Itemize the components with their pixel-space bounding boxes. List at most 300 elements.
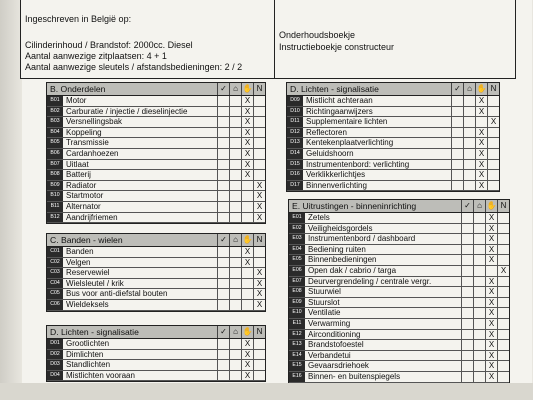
check-columns [461, 287, 509, 297]
check-columns [461, 372, 509, 382]
item-label: Stuurslot [308, 297, 340, 307]
checklist-row [289, 245, 509, 256]
check-mark [451, 181, 463, 191]
hand-icon: ✋ [242, 327, 253, 336]
check-mark [217, 96, 229, 106]
checklist-row [47, 350, 265, 361]
checklist-row [47, 371, 265, 382]
check-columns [217, 96, 265, 106]
check-mark [217, 213, 229, 223]
item-code: D15 [287, 160, 303, 170]
section-title: D. Lichten - signalisatie [50, 327, 139, 337]
n-column-label: N [253, 234, 265, 246]
check-mark: X [485, 308, 497, 318]
checklist-row [47, 247, 265, 258]
check-mark [473, 224, 485, 234]
check-mark [229, 339, 241, 349]
check-mark [217, 191, 229, 201]
item-code: E01 [289, 213, 305, 223]
check-columns [451, 96, 499, 106]
check-columns [451, 160, 499, 170]
check-mark [463, 170, 475, 180]
item-label: Reservewiel [66, 268, 110, 278]
item-code: C01 [47, 247, 63, 257]
checklist-row [287, 160, 499, 171]
item-code: D17 [287, 181, 303, 191]
check-mark [229, 279, 241, 289]
ok-icon: ✓ [217, 83, 229, 95]
item-label: Carburatie / injectie / dieselinjectie [66, 106, 188, 116]
check-mark [487, 170, 499, 180]
check-columns [461, 266, 509, 276]
check-mark [473, 308, 485, 318]
check-columns [461, 255, 509, 265]
check-columns [217, 149, 265, 159]
ok-icon: ✓ [451, 83, 463, 95]
check-mark: X [485, 245, 497, 255]
check-mark [217, 289, 229, 299]
check-mark [473, 213, 485, 223]
check-mark [473, 287, 485, 297]
checklist-row [289, 340, 509, 351]
section-header [47, 326, 265, 339]
check-mark [461, 266, 473, 276]
check-mark [229, 128, 241, 138]
check-mark: X [485, 298, 497, 308]
item-label: Binnenbedieningen [308, 255, 377, 265]
ok-icon: ✓ [217, 326, 229, 338]
item-code: E11 [289, 319, 305, 329]
check-mark [217, 350, 229, 360]
checklist-row [47, 128, 265, 139]
check-mark [463, 128, 475, 138]
check-mark [229, 360, 241, 370]
column-headers [217, 326, 265, 338]
check-mark [451, 107, 463, 117]
check-columns [217, 350, 265, 360]
check-mark [241, 213, 253, 223]
item-label: Verbandetui [308, 350, 351, 360]
home-icon: ⌂ [229, 326, 241, 338]
check-mark: X [241, 138, 253, 148]
item-label: Bus voor anti-diefstal bouten [66, 289, 168, 299]
checklist-row [287, 107, 499, 118]
checklist-row [287, 128, 499, 139]
checklist-row [289, 277, 509, 288]
check-mark [241, 279, 253, 289]
check-mark: X [475, 181, 487, 191]
item-code: B06 [47, 149, 63, 159]
check-mark [217, 181, 229, 191]
check-mark: X [253, 289, 265, 299]
item-code: E05 [289, 255, 305, 265]
column-headers [461, 200, 509, 212]
check-mark [217, 107, 229, 117]
checklist-row [47, 149, 265, 160]
item-code: B07 [47, 160, 63, 170]
check-mark [487, 149, 499, 159]
manual-line: Instructieboekje constructeur [279, 42, 395, 52]
check-mark [497, 319, 509, 329]
check-mark [461, 319, 473, 329]
check-mark [241, 289, 253, 299]
check-mark [473, 372, 485, 382]
check-mark: X [485, 361, 497, 371]
check-mark [229, 247, 241, 257]
item-label: Mistlicht achteraan [306, 96, 373, 105]
check-mark [461, 351, 473, 361]
checklist-row [47, 181, 265, 192]
item-label: Veiligheidsgordels [308, 223, 373, 233]
check-mark [217, 300, 229, 310]
check-mark [451, 117, 463, 127]
check-columns [217, 181, 265, 191]
checklist-row [47, 107, 265, 118]
check-mark [253, 117, 265, 127]
check-mark: X [241, 170, 253, 180]
check-mark [497, 287, 509, 297]
check-mark [229, 149, 241, 159]
check-columns [217, 160, 265, 170]
item-code: D13 [287, 138, 303, 148]
item-label: Kentekenplaatverlichting [306, 138, 394, 148]
check-mark: X [253, 213, 265, 223]
section-title: D. Lichten - signalisatie [290, 84, 379, 94]
item-code: C03 [47, 268, 63, 278]
check-columns [217, 247, 265, 257]
section-banden-wielen [46, 233, 266, 312]
check-columns [451, 149, 499, 159]
checklist-row [47, 96, 265, 107]
item-label: Alternator [66, 201, 101, 211]
item-code: E09 [289, 298, 305, 308]
check-mark [217, 247, 229, 257]
check-mark [485, 266, 497, 276]
check-mark: X [253, 279, 265, 289]
check-columns [461, 340, 509, 350]
check-mark [497, 330, 509, 340]
check-mark [253, 107, 265, 117]
check-mark [497, 224, 509, 234]
check-mark [217, 339, 229, 349]
check-mark [229, 191, 241, 201]
check-mark [229, 96, 241, 106]
item-code: D10 [287, 107, 303, 117]
check-mark [451, 160, 463, 170]
seats-line: Aantal aanwezige zitplaatsen: 4 + 1 [25, 51, 167, 61]
check-mark: X [253, 268, 265, 278]
checklist-row [47, 213, 265, 224]
check-columns [217, 279, 265, 289]
item-code: E03 [289, 234, 305, 244]
item-code: D03 [47, 360, 63, 370]
check-mark [487, 181, 499, 191]
check-mark [217, 360, 229, 370]
item-code: C04 [47, 279, 63, 289]
check-mark [497, 298, 509, 308]
check-mark [217, 128, 229, 138]
item-label: Gevaarsdriehoek [308, 361, 369, 371]
check-mark [229, 170, 241, 180]
item-code: E14 [289, 351, 305, 361]
check-mark: X [241, 160, 253, 170]
item-label: Mistlichten vooraan [66, 370, 135, 380]
checklist-row [287, 117, 499, 128]
section-header [47, 234, 265, 247]
check-mark [229, 289, 241, 299]
item-label: Grootlichten [66, 339, 110, 348]
check-mark: X [241, 128, 253, 138]
item-code: B10 [47, 191, 63, 201]
item-code: E04 [289, 245, 305, 255]
checklist-row [47, 268, 265, 279]
check-columns [461, 213, 509, 223]
checklist-row [289, 361, 509, 372]
check-mark: X [485, 330, 497, 340]
checklist-row [289, 287, 509, 298]
check-mark [497, 277, 509, 287]
checklist-row [289, 330, 509, 341]
check-mark [253, 170, 265, 180]
page-shadow [0, 0, 22, 400]
checklist-row [289, 372, 509, 383]
section-lichten-right [286, 82, 500, 192]
check-mark: X [253, 300, 265, 310]
item-label: Binnenverlichting [306, 180, 367, 190]
check-mark [487, 160, 499, 170]
item-code: D02 [47, 350, 63, 360]
check-columns [217, 213, 265, 223]
check-mark [463, 149, 475, 159]
item-code: C02 [47, 258, 63, 268]
check-mark [217, 149, 229, 159]
item-code: E10 [289, 308, 305, 318]
section-header [287, 83, 499, 96]
checklist-row [47, 360, 265, 371]
check-columns [461, 361, 509, 371]
item-code: D14 [287, 149, 303, 159]
item-code: E02 [289, 224, 305, 234]
item-label: Brandstofoestel [308, 340, 364, 350]
check-columns [461, 298, 509, 308]
item-label: Instrumentenbord / dashboard [308, 234, 416, 244]
check-mark [461, 245, 473, 255]
column-headers [217, 234, 265, 246]
check-mark [241, 191, 253, 201]
check-columns [217, 268, 265, 278]
home-icon: ⌂ [463, 83, 475, 95]
checklist-row [47, 202, 265, 213]
check-mark [451, 96, 463, 106]
checklist-row [289, 308, 509, 319]
item-code: B12 [47, 213, 63, 223]
check-columns [451, 170, 499, 180]
home-icon: ⌂ [229, 234, 241, 246]
check-mark [463, 160, 475, 170]
home-icon: ⌂ [473, 200, 485, 212]
check-mark [229, 117, 241, 127]
check-mark: X [475, 170, 487, 180]
check-mark: X [497, 266, 509, 276]
checklist-row [289, 351, 509, 362]
check-mark: X [241, 247, 253, 257]
checklist-row [47, 339, 265, 350]
item-code: E16 [289, 372, 305, 382]
check-mark [497, 234, 509, 244]
maintenance-book-line: Onderhoudsboekje [279, 30, 356, 40]
item-label: Wielsleutel / krik [66, 278, 124, 288]
check-mark [253, 371, 265, 381]
check-mark [451, 128, 463, 138]
check-mark [497, 372, 509, 382]
check-mark: X [253, 202, 265, 212]
item-code: E07 [289, 277, 305, 287]
check-mark [497, 361, 509, 371]
item-code: E13 [289, 340, 305, 350]
section-uitrustingen [288, 199, 510, 394]
item-label: Motor [66, 96, 87, 105]
check-mark [229, 371, 241, 381]
check-mark [229, 160, 241, 170]
check-columns [217, 128, 265, 138]
check-mark [229, 268, 241, 278]
check-columns [451, 117, 499, 127]
checklist-row [289, 255, 509, 266]
check-mark [461, 298, 473, 308]
check-columns [217, 191, 265, 201]
item-label: Bediening ruiten [308, 244, 366, 254]
item-code: B05 [47, 138, 63, 148]
check-mark [229, 258, 241, 268]
checklist-row [47, 279, 265, 290]
item-label: Binnen- en buitenspiegels [308, 371, 401, 381]
item-code: B02 [47, 107, 63, 117]
check-columns [217, 360, 265, 370]
check-mark: X [475, 128, 487, 138]
item-label: Radiator [66, 180, 97, 190]
item-code: B04 [47, 128, 63, 138]
check-mark [497, 213, 509, 223]
check-mark [253, 96, 265, 106]
checklist-row [47, 160, 265, 171]
check-columns [217, 289, 265, 299]
check-mark [461, 287, 473, 297]
item-label: Transmissie [66, 138, 109, 148]
check-columns [451, 128, 499, 138]
column-headers [217, 83, 265, 95]
checklist-row [287, 138, 499, 149]
item-code: B11 [47, 202, 63, 212]
check-mark [229, 107, 241, 117]
check-mark: X [241, 149, 253, 159]
check-mark [487, 128, 499, 138]
checklist-row [287, 96, 499, 107]
check-mark: X [485, 255, 497, 265]
n-column-label: N [497, 200, 509, 212]
check-mark [497, 255, 509, 265]
item-code: D04 [47, 371, 63, 381]
item-code: E12 [289, 330, 305, 340]
check-mark: X [241, 360, 253, 370]
check-mark [241, 181, 253, 191]
check-mark [217, 170, 229, 180]
check-mark [473, 266, 485, 276]
check-mark [217, 279, 229, 289]
check-mark: X [253, 191, 265, 201]
item-label: Dimlichten [66, 349, 104, 359]
item-code: B09 [47, 181, 63, 191]
check-mark: X [485, 234, 497, 244]
hand-icon: ✋ [476, 84, 487, 93]
section-onderdelen [46, 82, 266, 224]
check-mark [253, 128, 265, 138]
check-mark [461, 234, 473, 244]
check-mark [229, 350, 241, 360]
hand-icon: ✋ [242, 84, 253, 93]
check-mark: X [485, 277, 497, 287]
check-mark: X [241, 96, 253, 106]
checklist-row [47, 117, 265, 128]
check-columns [217, 138, 265, 148]
check-mark: X [485, 319, 497, 329]
check-mark [473, 255, 485, 265]
check-mark [487, 96, 499, 106]
check-mark [497, 340, 509, 350]
n-column-label: N [487, 83, 499, 95]
item-label: Geluidshoorn [306, 148, 354, 158]
check-mark [451, 149, 463, 159]
check-columns [217, 258, 265, 268]
check-mark: X [475, 138, 487, 148]
check-mark [461, 330, 473, 340]
hand-icon: ✋ [242, 235, 253, 244]
item-label: Supplementaire lichten [306, 117, 388, 127]
check-mark: X [485, 287, 497, 297]
check-mark [461, 213, 473, 223]
check-columns [451, 107, 499, 117]
item-code: D01 [47, 339, 63, 349]
vehicle-info-box [20, 0, 516, 79]
item-code: D09 [287, 96, 303, 106]
check-mark [461, 255, 473, 265]
check-columns [217, 107, 265, 117]
check-mark [487, 107, 499, 117]
checklist-row [47, 170, 265, 181]
check-mark [463, 181, 475, 191]
check-mark [217, 258, 229, 268]
check-mark [253, 138, 265, 148]
column-headers [451, 83, 499, 95]
check-mark [253, 360, 265, 370]
item-label: Wieldeksels [66, 299, 109, 309]
check-mark [497, 351, 509, 361]
ok-icon: ✓ [217, 234, 229, 246]
check-mark [451, 170, 463, 180]
item-label: Uitlaat [66, 159, 89, 169]
check-mark [473, 298, 485, 308]
check-columns [451, 181, 499, 191]
check-mark: X [485, 224, 497, 234]
item-label: Reflectoren [306, 127, 347, 137]
check-mark [217, 268, 229, 278]
check-mark [461, 224, 473, 234]
item-code: C06 [47, 300, 63, 310]
check-mark: X [487, 117, 499, 127]
check-mark: X [485, 340, 497, 350]
check-columns [217, 300, 265, 310]
check-columns [217, 371, 265, 381]
checklist-row [287, 170, 499, 181]
